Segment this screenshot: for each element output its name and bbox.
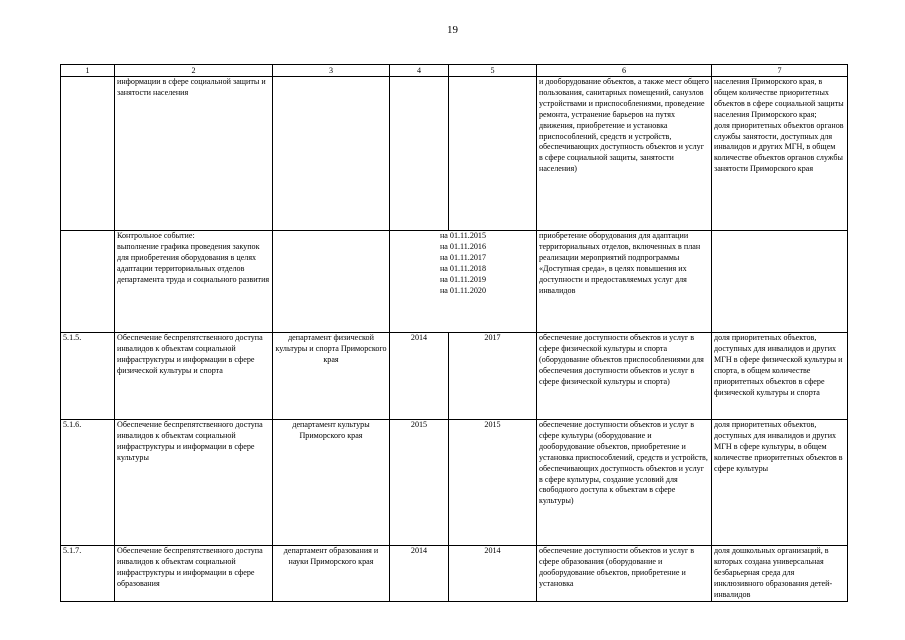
row-number (61, 231, 115, 333)
indicator (712, 231, 848, 333)
control-date: на 01.11.2017 (439, 252, 487, 262)
control-date: на 01.11.2019 (439, 274, 487, 284)
executor (273, 231, 390, 333)
header-row (61, 65, 848, 77)
control-event: Контрольное событие: выполнение графика проведения закупок для приобретения оборудования в целях адаптации территориальных отделов департамента труда и социального развития (115, 231, 273, 333)
control-date: на 01.11.2020 (439, 285, 487, 295)
row-number: 5.1.6. (61, 420, 115, 546)
start-year: 2014 (390, 333, 449, 420)
control-date: на 01.11.2016 (439, 241, 487, 251)
start-year: 2014 (390, 546, 449, 602)
expected-result: обеспечение доступности объектов и услуг в сфере культуры (оборудование и дооборудование объектов, приобретение и установка приспособлений, средств и устройств, обеспечивающих доступность объектов и услуг в сфере культуры, создание условий для свободного доступа к объектам в сфере культуры) (537, 420, 712, 546)
page-number: 19 (447, 24, 458, 36)
col-header-4: 4 (390, 65, 449, 77)
executor (273, 77, 390, 231)
expected-result: и дооборудование объектов, а также мест общего пользования, санитарных помещений, санузлов устройствами и приспособлениями, проведение ремонта, устранение барьеров на путях движения, приобретение и установка приспособлений, средств и устройств, обеспечивающих доступность объектов и услуг в сфере социальной защиты, занятости населения) (537, 77, 712, 231)
expected-result: приобретение оборудования для адаптации территориальных отделов, включенных в план реализации мероприятий подпрограммы «Доступная среда», в целях повышения их доступности и предоставляемых услуг для инвалидов (537, 231, 712, 333)
start-year (390, 77, 449, 231)
col-header-7: 7 (712, 65, 848, 77)
measure-name: Обеспечение беспрепятственного доступа инвалидов к объектам социальной инфраструктуры и информации в сфере культуры (115, 420, 273, 546)
measures-table (60, 64, 848, 602)
end-year: 2017 (449, 333, 537, 420)
col-header-5: 5 (449, 65, 537, 77)
measure-name: информации в сфере социальной защиты и занятости населения (115, 77, 273, 231)
expected-result: обеспечение доступности объектов и услуг в сфере образования (оборудование и дооборудование объектов, приобретение и установка (537, 546, 712, 602)
measure-name: Обеспечение беспрепятственного доступа инвалидов к объектам социальной инфраструктуры и информации в сфере физической культуры и спорта (115, 333, 273, 420)
end-year (449, 77, 537, 231)
measure-name: Обеспечение беспрепятственного доступа инвалидов к объектам социальной инфраструктуры и информации в сфере образования (115, 546, 273, 602)
col-header-3: 3 (273, 65, 390, 77)
row-number: 5.1.5. (61, 333, 115, 420)
table-row (61, 231, 848, 333)
control-date: на 01.11.2015 (439, 231, 487, 240)
indicator: доля дошкольных организаций, в которых создана универсальная безбарьерная среда для инклюзивного образования детей-инвалидов (712, 546, 848, 602)
col-header-6: 6 (537, 65, 712, 77)
indicator: населения Приморского края, в общем количестве приоритетных объектов в сфере социальной защиты населения Приморского края; доля приоритетных объектов органов службы занятости, доступных для инвалидов и других МГН, в общем количестве объектов органов службы занятости Приморского края (712, 77, 848, 231)
executor: департамент культуры Приморского края (273, 420, 390, 546)
expected-result: обеспечение доступности объектов и услуг в сфере физической культуры и спорта (оборудование объектов приспособлениями для обеспечения доступности объектов и услуг в сфере физической культуры и спорта) (537, 333, 712, 420)
table-row (61, 546, 848, 602)
col-header-2: 2 (115, 65, 273, 77)
end-year: 2014 (449, 546, 537, 602)
executor: департамент физической культуры и спорта Приморского края (273, 333, 390, 420)
end-year: 2015 (449, 420, 537, 546)
row-number (61, 77, 115, 231)
table-row (61, 333, 848, 420)
table-row (61, 77, 848, 231)
table-row (61, 420, 848, 546)
executor: департамент образования и науки Приморского края (273, 546, 390, 602)
indicator: доля приоритетных объектов, доступных для инвалидов и других МГН в сфере физической культуры и спорта, в общем количестве приоритетных объектов в сфере физической культуры и спорта (712, 333, 848, 420)
control-dates (390, 231, 537, 333)
col-header-1: 1 (61, 65, 115, 77)
row-number: 5.1.7. (61, 546, 115, 602)
start-year: 2015 (390, 420, 449, 546)
control-date: на 01.11.2018 (439, 263, 487, 273)
indicator: доля приоритетных объектов, доступных для инвалидов и других МГН в сфере культуры, в общем количестве приоритетных объектов в сфере культуры (712, 420, 848, 546)
